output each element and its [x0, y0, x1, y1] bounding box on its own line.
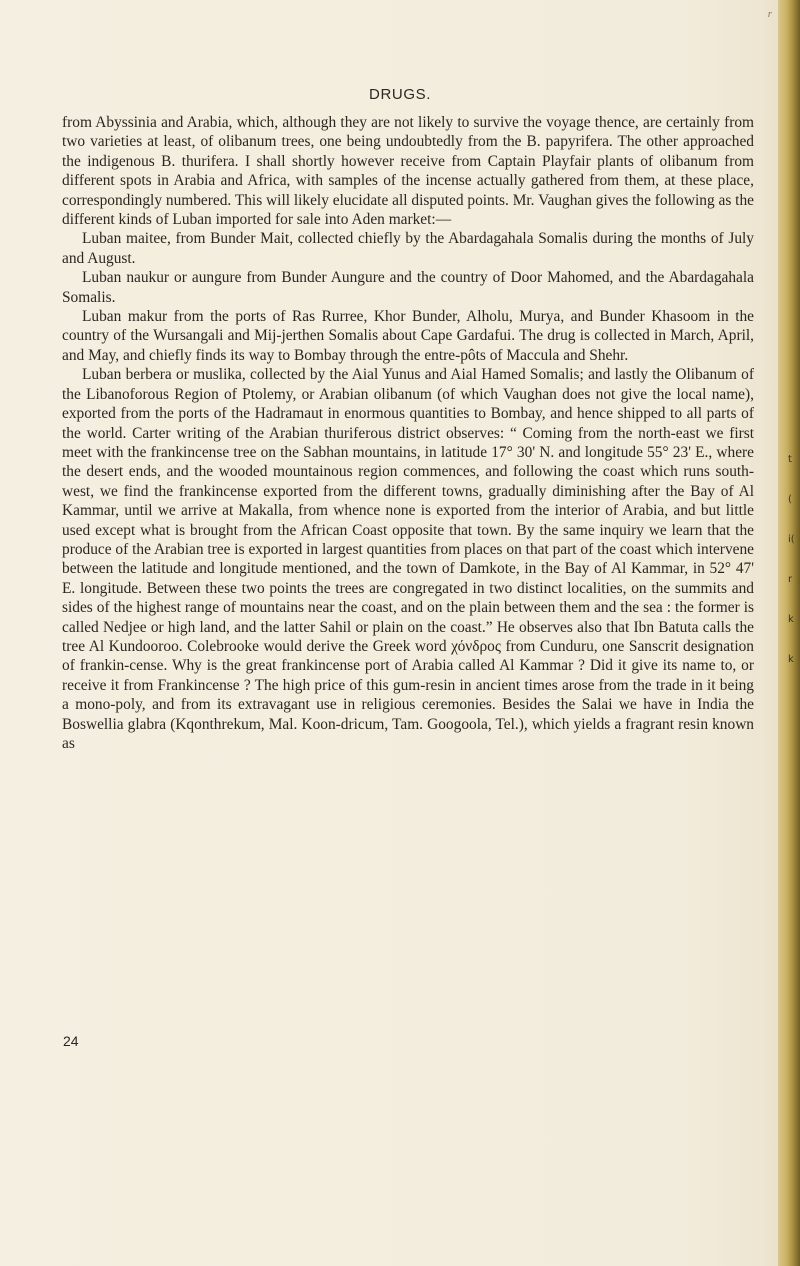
- edge-marks: [788, 440, 798, 680]
- paragraph-text: from Abyssinia and Arabia, which, although they are not likely to survive the voyage thence, are certainly from two varieties at least, of olibanum trees, one being undoubtedly from the B. papyrifera. The other approached the indigenous B. thurifera. I shall shortly however receive from Captain Playfair plants of olibanum from different spots in Arabia and Africa, with samples of the incense actually gathered from them, at these place, correspondingly numbered. This will likely elucidate all disputed points. Mr. Vaughan gives the following as the different kinds of Luban imported for sale into Aden market:—: [62, 114, 754, 229]
- adjacent-page-edge: [778, 0, 800, 1266]
- edge-mark: i(: [788, 534, 795, 545]
- corner-mark: r: [767, 8, 772, 20]
- edge-mark: (: [788, 494, 792, 505]
- paragraph: [62, 113, 754, 229]
- edge-mark: k: [788, 614, 794, 625]
- paragraph: [62, 307, 754, 365]
- paragraph-text: Luban maitee, from Bunder Mait, collected chiefly by the Abardagahala Somalis during the months of July and August.: [62, 230, 754, 267]
- paragraph: [62, 229, 754, 268]
- paragraph: [62, 268, 754, 307]
- page-number: 24: [63, 1033, 79, 1049]
- paragraph-text: Luban berbera or muslika, collected by the Aial Yunus and Aial Hamed Somalis; and lastly the Olibanum of the Libanoforous Region of Ptolemy, or Arabian olibanum (of which Vaughan does not give the local name), exported from the ports of the Hadramaut in enormous quantities to Bombay, and hence shipped to all parts of the world. Carter writing of the Arabian thuriferous district observes: “ Coming from the north-east we first meet with the frankincense tree on the Sabhan mountains, in latitude 17° 30' N. and longitude 55° 23' E., where the desert ends, and the wooded mountainous region commences, and following the coast which runs south-west, we find the frankincense exported from the different towns, gradually diminishing after the Bay of Al Kammar, until we arrive at Makalla, from whence none is exported from the interior of Arabia, and but little used except what is brought from the African Coast opposite that town. By the same inquiry we learn that the produce of the Arabian tree is exported in largest quantities from places on that part of the coast which intervene between the latitude and longitude mentioned, and the town of Damkote, in the Bay of Al Kammar, in 52° 47' E. longitude. Between these two points the trees are congregated in two distinct localities, on the summits and sides of the highest range of mountains near the coast, and on the plain between them and the sea : the former is called Nedjee or high land, and the latter Sahil or plain on the coast.” He observes also that Ibn Batuta calls the tree Al Kundooroo. Colebrooke would derive the Greek word χόνδρος from Cunduru, one Sanscrit designation of frankin-cense. Why is the great frankincense port of Arabia called Al Kammar ? Did it give its name to, or receive it from Frankincense ? The high price of this gum-resin in ancient times arose from the trade in it being a mono-poly, and from its extravagant use in religious ceremonies. Besides the Salai we have in India the Boswellia glabra (Kqonthrekum, Mal. Koon-dricum, Tam. Googoola, Tel.), which yields a fragrant resin known as: [62, 366, 754, 752]
- body-text: [62, 113, 754, 753]
- paragraph: [62, 365, 754, 753]
- running-header: DRUGS.: [369, 86, 431, 103]
- paragraph-text: Luban makur from the ports of Ras Rurree, Khor Bunder, Alholu, Murya, and Bunder Khasoom in the country of the Wursangali and Mij-jerthen Somalis about Cape Gardafui. The drug is collected in March, April, and May, and chiefly finds its way to Bombay through the entre-pôts of Maccula and Shehr.: [62, 308, 754, 364]
- edge-mark: r: [788, 574, 793, 585]
- paragraph-text: Luban naukur or aungure from Bunder Aungure and the country of Door Mahomed, and the Abardagahala Somalis.: [62, 269, 754, 306]
- edge-mark: k: [788, 654, 794, 665]
- edge-mark: t: [788, 454, 792, 465]
